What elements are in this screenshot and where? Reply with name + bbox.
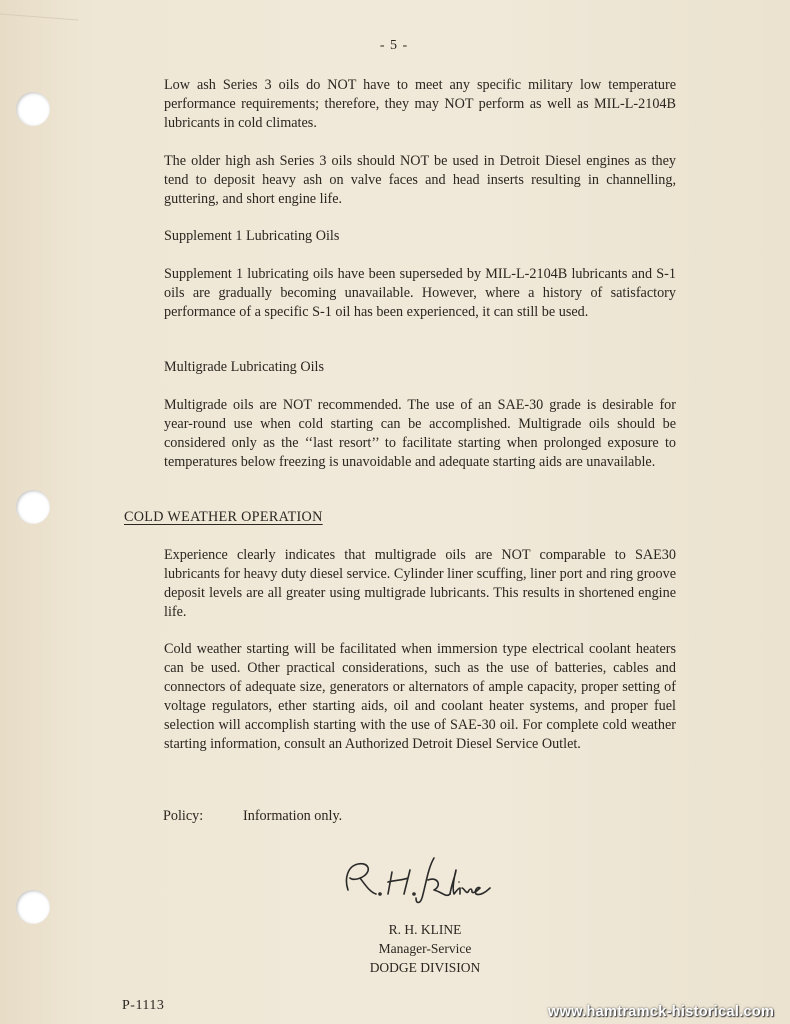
signature-block [360,920,490,977]
policy-value: Information only. [243,808,343,824]
binder-hole-middle [16,490,50,524]
binder-hole-top [16,92,50,126]
paragraph-cold-weather-starting: Cold weather starting will be facilitated when immersion type electrical coolant heaters can be used. Other practical considerations, such as the use of batteries, cables and connectors of adequate size, generators or alternators of ample capacity, proper setting of voltage regulators, ether starting aids, oil and coolant heater systems, and proper fuel selection will accomplish starting with the use of SAE-30 oil. For complete cold weather starting information, consult an Authorized Detroit Diesel Service Outlet. [164,641,676,752]
signer-name: R. H. KLINE [388,922,462,937]
document-code: P-1113 [122,998,165,1013]
policy-line [163,808,343,825]
corner-crease [0,0,80,30]
binder-hole-bottom [16,890,50,924]
subheading-multigrade: Multigrade Lubricating Oils [164,359,324,375]
section-heading-cold-weather: COLD WEATHER OPERATION [124,509,323,525]
handwritten-signature [338,848,498,908]
signer-division: DODGE DIVISION [369,960,481,975]
paragraph-supplement-1: Supplement 1 lubricating oils have been superseded by MIL-L-2104B lubricants and S-1 oils are gradually becoming unavailable. However, where a history of satisfactory performance of a specific S-1 oil has been experienced, it can still be used. [164,266,676,320]
paragraph-multigrade: Multigrade oils are NOT recommended. The use of an SAE-30 grade is desirable for year-round use when cold starting can be accomplished. Multigrade oils should be considered only as the ‘‘last resort’’ to facilitate starting when prolonged exposure to temperatures below freezing is unavoidable and adequate starting aids are unavailable. [164,397,676,470]
paragraph-high-ash-oils: The older high ash Series 3 oils should NOT be used in Detroit Diesel engines as they tend to deposit heavy ash on valve faces and head inserts resulting in channelling, guttering, and short engine life. [164,153,676,207]
policy-label: Policy: [163,808,204,824]
website-watermark: www.hamtramck-historical.com [548,1004,775,1020]
paragraph-cold-weather-experience: Experience clearly indicates that multigrade oils are NOT comparable to SAE30 lubricants for heavy duty diesel service. Cylinder liner scuffing, liner port and ring groove deposit levels are all greater using multigrade lubricants. This results in shortened engine life. [164,547,676,620]
paragraph-low-ash-oils: Low ash Series 3 oils do NOT have to meet any specific military low temperature performance requirements; therefore, they may NOT perform as well as MIL-L-2104B lubricants in cold climates. [164,77,676,131]
signer-title: Manager-Service [378,941,472,956]
subheading-supplement-1: Supplement 1 Lubricating Oils [164,228,340,244]
page-number: - 5 - [379,38,409,53]
